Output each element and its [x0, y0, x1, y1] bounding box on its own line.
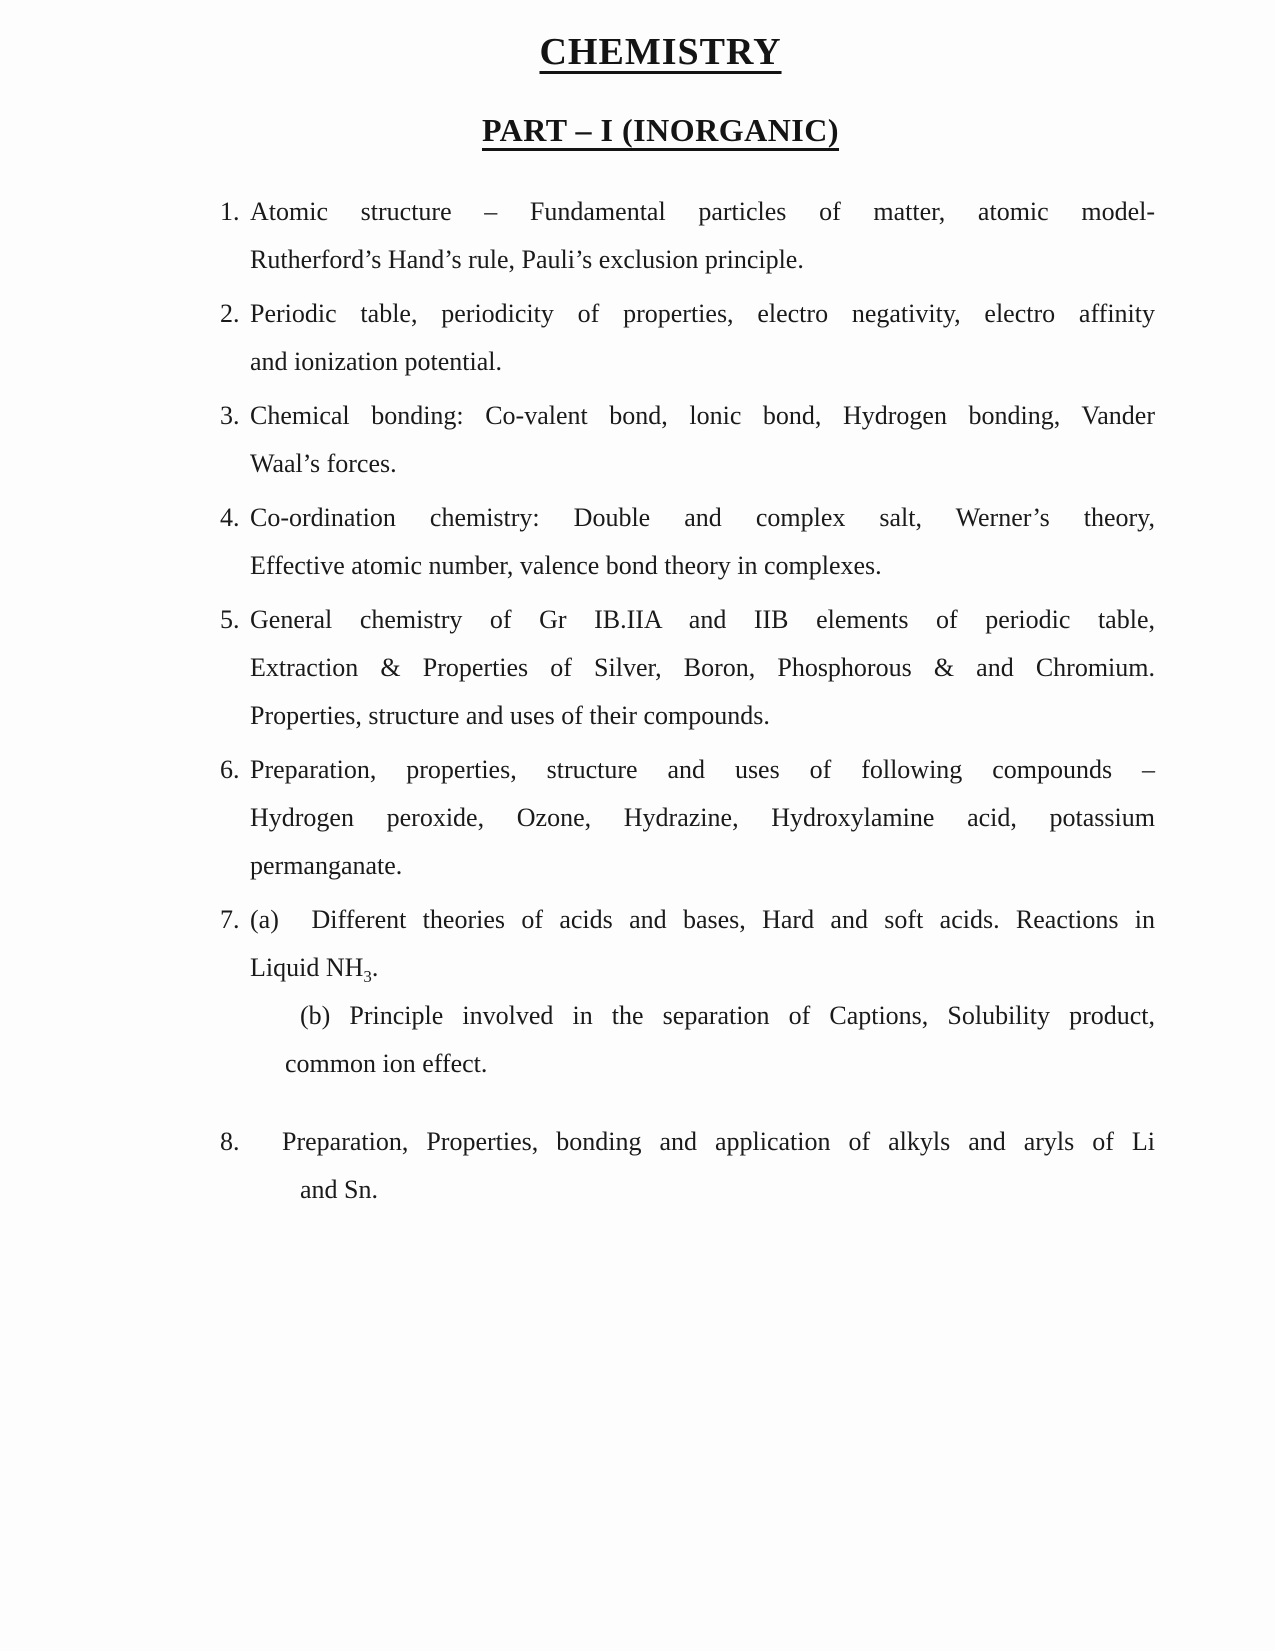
item-1-body: [250, 188, 1155, 284]
item-7-body: [250, 896, 1155, 1088]
item-7-part-a: [250, 896, 1155, 992]
item-7a-line-1: (a) Different theories of acids and bases, Hard and soft acids. Reactions in: [250, 905, 1155, 934]
item-7a-line-2-text: Liquid NH: [250, 953, 364, 982]
item-1-number: 1.: [220, 197, 240, 226]
item-1-line-1: Atomic structure – Fundamental particles of matter, atomic model-: [250, 197, 1155, 226]
item-7b-line-2: common ion effect.: [285, 1049, 488, 1078]
item-7b-line-1: (b) Principle involved in the separation of Captions, Solubility product,: [300, 1001, 1155, 1030]
item-4-body: [250, 494, 1155, 590]
item-6-line-1: Preparation, properties, structure and uses of following compounds –: [250, 755, 1155, 784]
item-6-body: [250, 746, 1155, 890]
list-item-1: [220, 188, 1155, 284]
list-item-8: [220, 1118, 1155, 1214]
list-item-3: [220, 392, 1155, 488]
section-heading: PART – I (INORGANIC): [481, 112, 840, 148]
item-3-body: [250, 392, 1155, 488]
item-2-number: 2.: [220, 299, 240, 328]
list-item-4: [220, 494, 1155, 590]
item-2-line-2: and ionization potential.: [250, 347, 502, 376]
item-6-line-3: permanganate.: [250, 851, 403, 880]
syllabus-list: [0, 188, 1275, 1214]
item-7-number: 7.: [220, 905, 240, 934]
list-item-5: [220, 596, 1155, 740]
item-8-number: 8.: [220, 1127, 240, 1156]
item-6-number: 6.: [220, 755, 240, 784]
item-7-part-b: [250, 992, 1155, 1088]
item-3-number: 3.: [220, 401, 240, 430]
page-title-row: [0, 0, 1275, 74]
item-4-number: 4.: [220, 503, 240, 532]
item-8-line-2: and Sn.: [300, 1175, 378, 1204]
item-8-line-1: Preparation, Properties, bonding and application of alkyls and aryls of Li: [282, 1127, 1155, 1156]
item-5-line-2: Extraction & Properties of Silver, Boron, Phosphorous & and Chromium.: [250, 653, 1155, 682]
item-3-line-2: Waal’s forces.: [250, 449, 397, 478]
item-2-body: [250, 290, 1155, 386]
list-item-7: [220, 896, 1155, 1088]
item-2-line-1: Periodic table, periodicity of properties, electro negativity, electro affinity: [250, 299, 1155, 328]
item-6-line-2: Hydrogen peroxide, Ozone, Hydrazine, Hydroxylamine acid, potassium: [250, 803, 1155, 832]
item-7a-line-2: [250, 944, 1155, 992]
item-5-number: 5.: [220, 605, 240, 634]
section-heading-row: [0, 110, 1275, 150]
item-4-line-2: Effective atomic number, valence bond theory in complexes.: [250, 551, 882, 580]
page-title: CHEMISTRY: [539, 31, 782, 73]
item-1-line-2: Rutherford’s Hand’s rule, Pauli’s exclusion principle.: [250, 245, 804, 274]
item-4-line-1: Co-ordination chemistry: Double and complex salt, Werner’s theory,: [250, 503, 1155, 532]
item-3-line-1: Chemical bonding: Co-valent bond, lonic bond, Hydrogen bonding, Vander: [250, 401, 1155, 430]
subscript-3: 3: [363, 967, 372, 987]
list-item-2: [220, 290, 1155, 386]
item-5-line-3: Properties, structure and uses of their compounds.: [250, 701, 770, 730]
item-5-line-1: General chemistry of Gr IB.IIA and IIB elements of periodic table,: [250, 605, 1155, 634]
list-item-6: [220, 746, 1155, 890]
item-7a-line-2-period: .: [371, 953, 379, 982]
item-5-body: [250, 596, 1155, 740]
item-8-body: [250, 1118, 1155, 1214]
